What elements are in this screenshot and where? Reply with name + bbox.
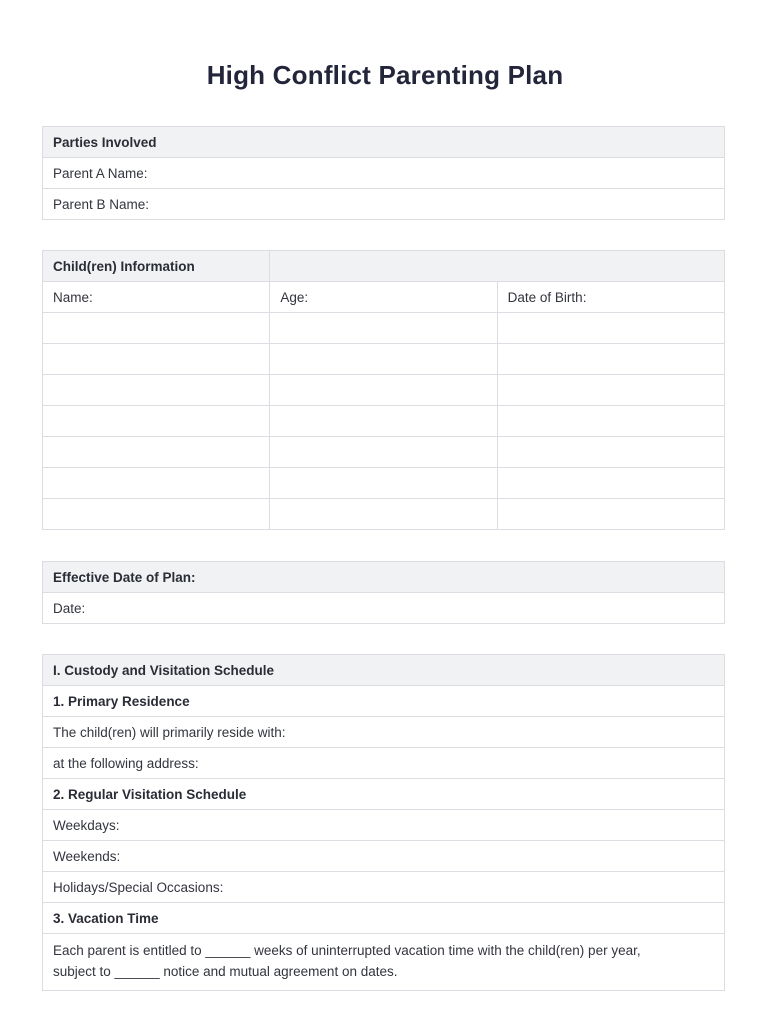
child-name-cell[interactable] — [43, 499, 270, 530]
child-age-cell[interactable] — [270, 313, 497, 344]
child-age-cell[interactable] — [270, 375, 497, 406]
visitation-schedule-heading: 2. Regular Visitation Schedule — [43, 779, 725, 810]
table-row — [43, 344, 725, 375]
child-age-cell[interactable] — [270, 437, 497, 468]
effective-date-heading: Effective Date of Plan: — [43, 562, 725, 593]
table-row — [43, 375, 725, 406]
table-row — [43, 499, 725, 530]
date-field[interactable]: Date: — [43, 593, 725, 624]
parent-b-field[interactable]: Parent B Name: — [43, 189, 725, 220]
custody-heading: I. Custody and Visitation Schedule — [43, 655, 725, 686]
vacation-text-line-1: Each parent is entitled to ______ weeks of uninterrupted vacation time with the child(ren) per year, — [53, 943, 641, 958]
custody-table — [42, 654, 725, 991]
vacation-text-field[interactable] — [43, 934, 725, 991]
primary-residence-heading: 1. Primary Residence — [43, 686, 725, 717]
vacation-time-heading: 3. Vacation Time — [43, 903, 725, 934]
column-header-age: Age: — [270, 282, 497, 313]
child-dob-cell[interactable] — [497, 375, 724, 406]
child-name-cell[interactable] — [43, 375, 270, 406]
column-header-name: Name: — [43, 282, 270, 313]
child-age-cell[interactable] — [270, 468, 497, 499]
address-field[interactable]: at the following address: — [43, 748, 725, 779]
parties-table — [42, 126, 725, 220]
child-dob-cell[interactable] — [497, 468, 724, 499]
children-heading-blank — [270, 251, 725, 282]
holidays-field[interactable]: Holidays/Special Occasions: — [43, 872, 725, 903]
child-age-cell[interactable] — [270, 344, 497, 375]
table-row — [43, 437, 725, 468]
child-dob-cell[interactable] — [497, 406, 724, 437]
child-name-cell[interactable] — [43, 344, 270, 375]
vacation-text-line-2: subject to ______ notice and mutual agreement on dates. — [53, 964, 398, 979]
parent-a-field[interactable]: Parent A Name: — [43, 158, 725, 189]
child-name-cell[interactable] — [43, 468, 270, 499]
parties-heading: Parties Involved — [43, 127, 725, 158]
column-header-dob: Date of Birth: — [497, 282, 724, 313]
child-name-cell[interactable] — [43, 313, 270, 344]
child-name-cell[interactable] — [43, 437, 270, 468]
child-name-cell[interactable] — [43, 406, 270, 437]
table-row — [43, 468, 725, 499]
child-dob-cell[interactable] — [497, 437, 724, 468]
child-age-cell[interactable] — [270, 499, 497, 530]
child-dob-cell[interactable] — [497, 344, 724, 375]
effective-date-table — [42, 561, 725, 624]
table-row — [43, 313, 725, 344]
children-table — [42, 250, 725, 530]
weekends-field[interactable]: Weekends: — [43, 841, 725, 872]
weekdays-field[interactable]: Weekdays: — [43, 810, 725, 841]
reside-with-field[interactable]: The child(ren) will primarily reside with: — [43, 717, 725, 748]
child-dob-cell[interactable] — [497, 499, 724, 530]
page-title: High Conflict Parenting Plan — [206, 60, 564, 90]
table-row — [43, 406, 725, 437]
child-dob-cell[interactable] — [497, 313, 724, 344]
children-heading: Child(ren) Information — [43, 251, 270, 282]
child-age-cell[interactable] — [270, 406, 497, 437]
